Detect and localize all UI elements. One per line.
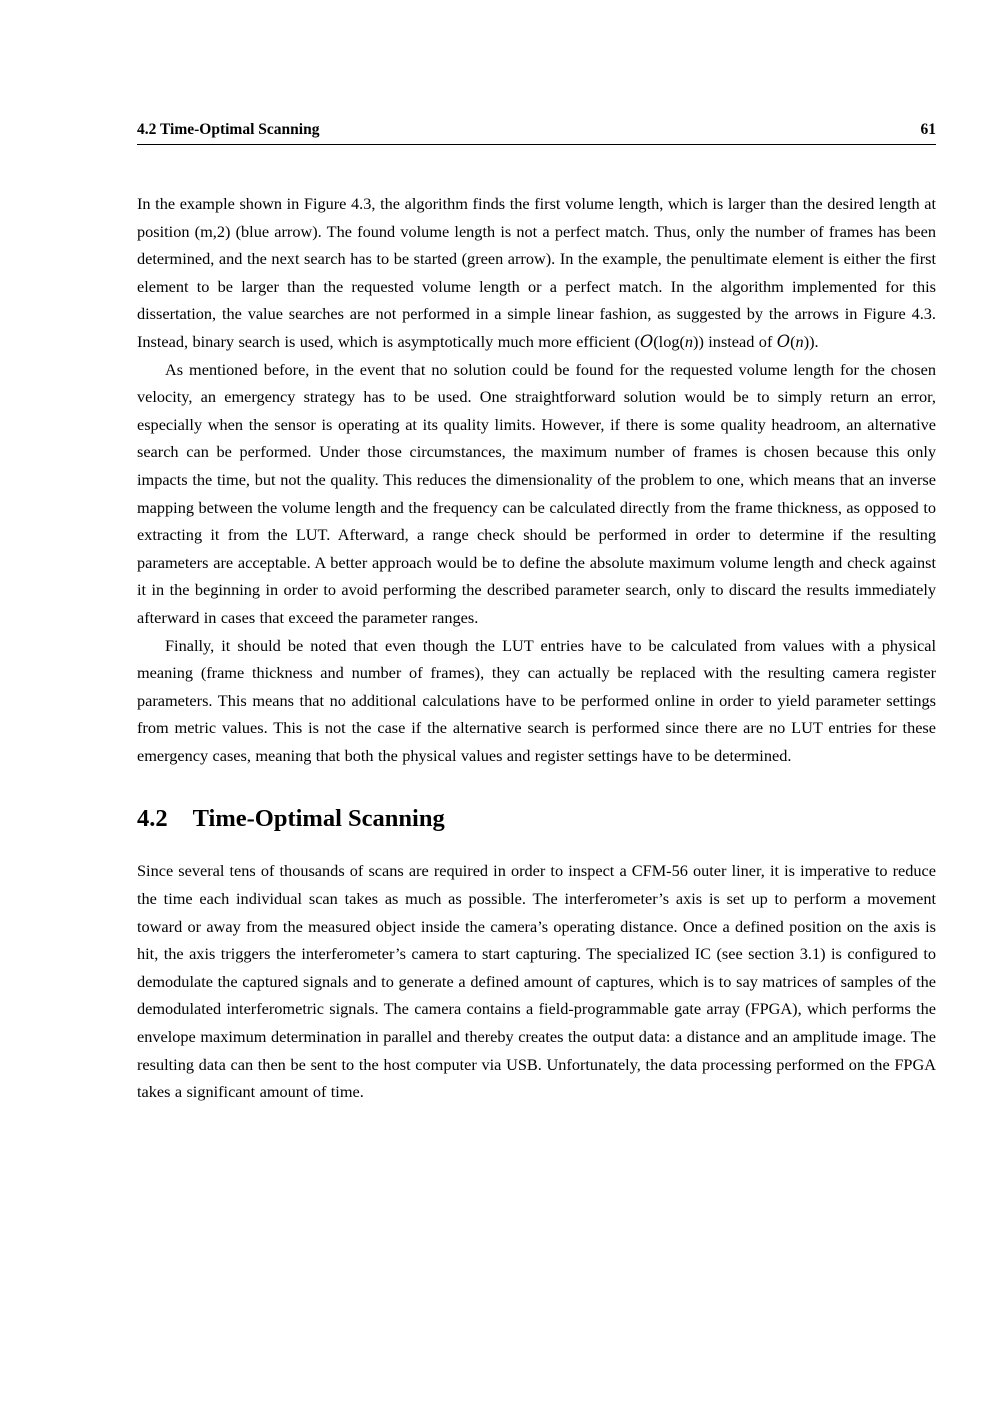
- text-run: Finally, it should be noted that even though the LUT entries have to be calculated from values with a physical meaning (frame thickness and number of frames), they can actually be replaced with the resulting camera register parameters. This means that no additional calculations have to be performed online in order to yield parameter settings from metric values. This is not the case if the alternative search is performed since there are no LUT entries for these emergency cases, meaning that both the physical values and register settings have to be determined.: [137, 635, 936, 765]
- running-header: [137, 121, 936, 145]
- italic-run: n: [684, 331, 694, 351]
- header-page-number: 61: [920, 121, 936, 138]
- paragraph: [137, 632, 936, 770]
- italic-run: n: [795, 331, 804, 351]
- section-number: 4.2: [137, 805, 168, 833]
- text-run: Since several tens of thousands of scans are required in order to inspect a CFM-56 outer liner, it is imperative to reduce the time each individual scan takes as much as possible. The interferometer’s axis is set up to perform a movement toward or away from the measured object inside the camera’s operating distance. Once a defined position on the axis is hit, the axis triggers the interferometer’s camera to start capturing. The specialized IC (see section 3.1) is configured to demodulate the captured signals and to generate a defined amount of captures, which is to say matrices of samples of the demodulated interferometric signals. The camera contains a field-programmable gate array (FPGA), which performs the envelope maximum determination in parallel and thereby creates the output data: a distance and an amplitude image. The resulting data can then be sent to the host computer via USB. Unfortunately, the data processing performed on the FPGA takes a significant amount of time.: [137, 861, 936, 1102]
- body-text: [137, 190, 936, 1106]
- header-section-label: 4.2 Time-Optimal Scanning: [137, 121, 320, 138]
- mathcal-run: O: [639, 331, 654, 351]
- text-run: )).: [803, 331, 819, 351]
- text-run: In the example shown in Figure 4.3, the algorithm finds the first volume length, which is larger than the desired length at position (m,2) (blue arrow). The found volume length is not a perfect match. Thus, only the number of frames has been determined, and the next search has to be started (green arrow). In the example, the penultimate element is either the first element to be larger than the requested volume length or a perfect match. In the algorithm implemented for this dissertation, the value searches are not performed in a simple linear fashion, as suggested by the arrows in Figure 4.3. Instead, binary search is used, which is asymptotically much more efficient (: [137, 194, 936, 351]
- paragraph-group-bottom: [137, 857, 936, 1105]
- mathcal-run: O: [776, 331, 791, 351]
- page-content: [137, 121, 936, 1106]
- paragraph: [137, 356, 936, 632]
- paragraph: [137, 857, 936, 1105]
- section-title: Time-Optimal Scanning: [192, 805, 445, 833]
- text-run: As mentioned before, in the event that no solution could be found for the requested volume length for the chosen velocity, an emergency strategy has to be used. One straightforward solution would be to simply return an error, especially when the sensor is operating at its quality limits. However, if there is some quality headroom, an alternative search can be performed. Under those circumstances, the maximum number of frames is chosen because this only impacts the time, but not the quality. This reduces the dimensionality of the problem to one, which means that an inverse mapping between the volume length and the frequency can be calculated directly from the frame thickness, as opposed to extracting it from the LUT. Afterward, a range check should be performed in order to determine if the resulting parameters are acceptable. A better approach would be to define the absolute maximum volume length and check against it in the beginning in order to avoid performing the described parameter search, only to discard the results immediately afterward in cases that exceed the parameter ranges.: [137, 359, 936, 627]
- text-run: )) instead of: [693, 331, 777, 351]
- text-run: (: [790, 331, 796, 351]
- paragraph-group-top: [137, 190, 936, 769]
- section-heading: [137, 802, 936, 836]
- paragraph: [137, 190, 936, 356]
- text-run: (log(: [653, 331, 685, 351]
